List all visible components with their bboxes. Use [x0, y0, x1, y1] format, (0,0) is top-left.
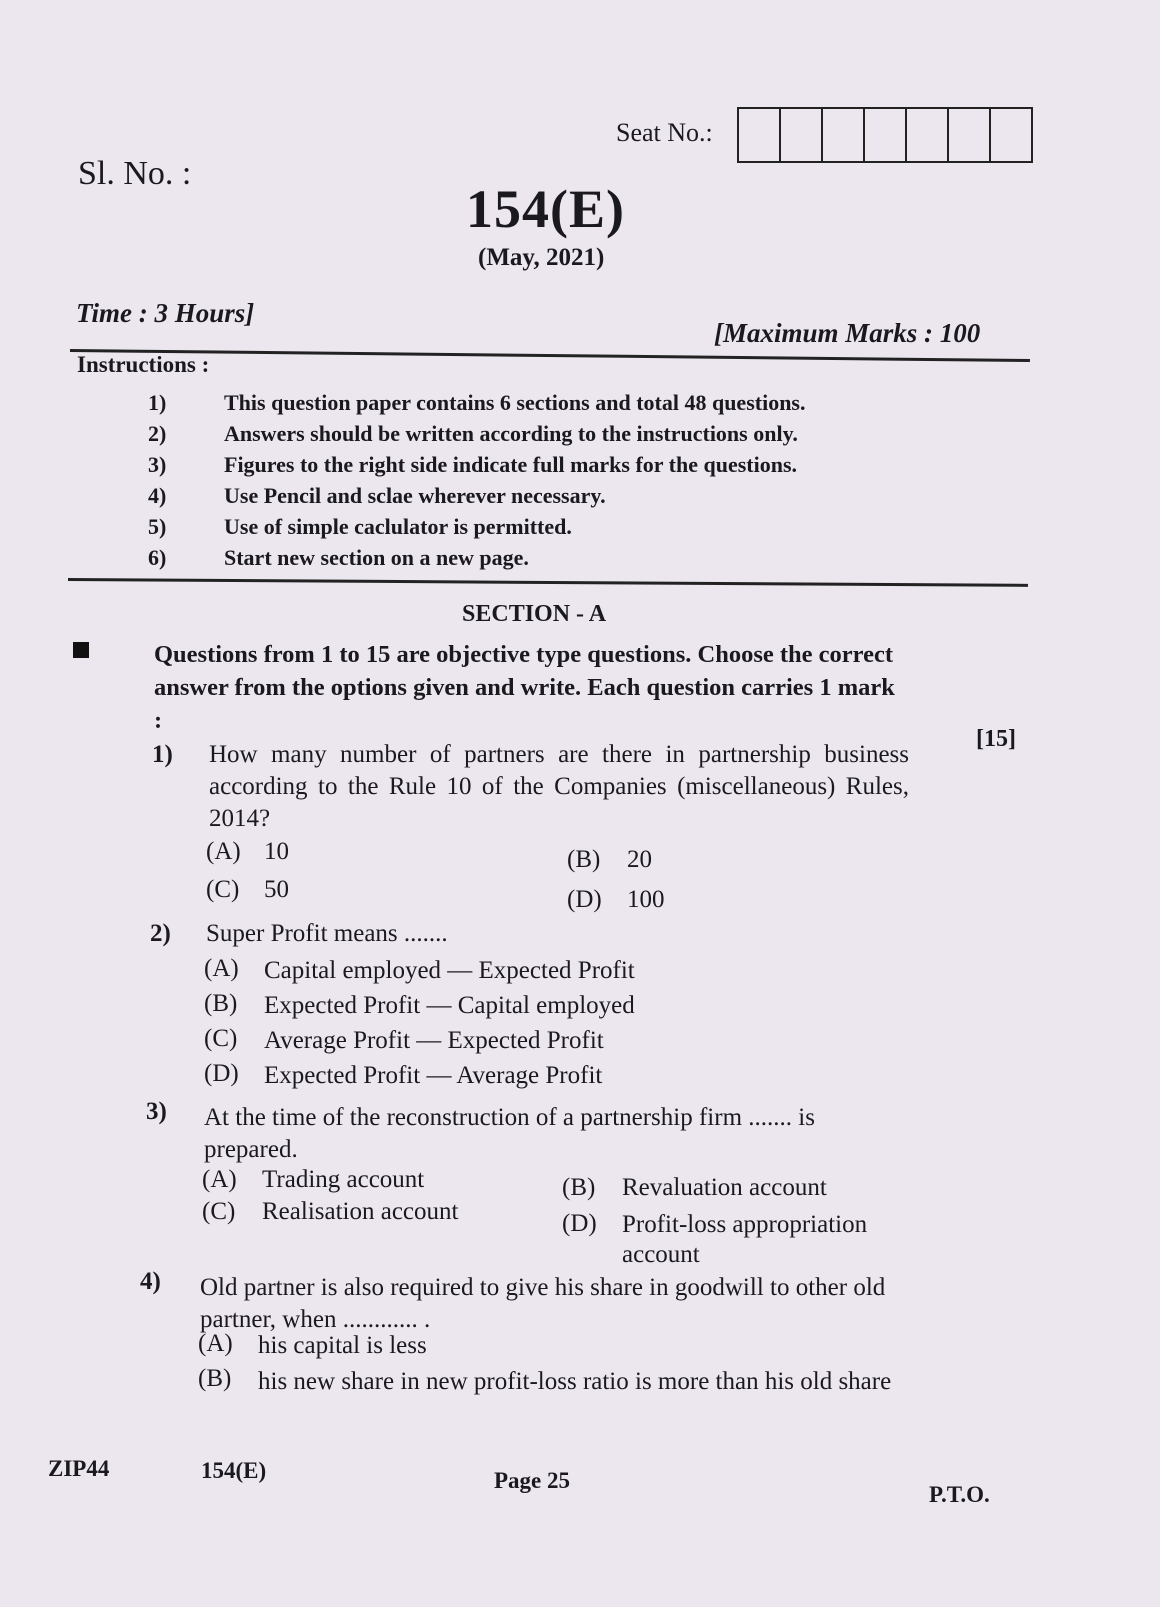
instruction-text: Figures to the right side indicate full marks for the questions. — [224, 452, 798, 477]
instruction-number: 4) — [148, 483, 167, 508]
footer-paper-code: 154(E) — [201, 1458, 267, 1483]
instruction-item — [148, 483, 968, 514]
option-text: his new share in new profit-loss ratio is more than his old share — [258, 1368, 892, 1395]
option-text: Expected Profit — Average Profit — [264, 1062, 603, 1089]
instruction-item — [148, 390, 968, 421]
instruction-item — [148, 545, 968, 576]
seat-box — [865, 109, 907, 161]
instruction-item — [148, 421, 968, 452]
option-text: 50 — [264, 876, 289, 903]
instructions-heading: Instructions : — [77, 352, 210, 377]
instruction-number: 1) — [148, 390, 167, 415]
option-text: Profit-loss appropriation account — [622, 1211, 868, 1268]
please-turn-over: P.T.O. — [929, 1482, 990, 1507]
seat-box — [781, 109, 823, 161]
seat-box — [823, 109, 865, 161]
footer-code: ZIP44 — [48, 1456, 110, 1481]
question-text: At the time of the reconstruction of a partnership firm ....... is prepared. — [204, 1104, 815, 1163]
seat-number-boxes — [737, 107, 1033, 163]
option-label: (A) — [198, 1330, 233, 1357]
question-number: 1) — [152, 741, 173, 768]
option-label: (A) — [204, 955, 239, 982]
option-text: 100 — [627, 886, 665, 913]
option-label: (B) — [204, 990, 238, 1017]
maximum-marks: [Maximum Marks : 100 — [714, 318, 981, 348]
instruction-text: Answers should be written according to the instructions only. — [224, 421, 798, 446]
instruction-item — [148, 514, 968, 545]
instruction-number: 2) — [148, 421, 167, 446]
question-text: Old partner is also required to give his share in goodwill to other old partner, when ............ . — [200, 1274, 886, 1333]
option-label: (A) — [206, 838, 241, 865]
time-allowed: Time : 3 Hours] — [76, 298, 255, 328]
instruction-item — [148, 452, 968, 483]
seat-box — [949, 109, 991, 161]
section-marks: [15] — [976, 726, 1016, 752]
question-text: Super Profit means ....... — [206, 920, 448, 947]
option-text: his capital is less — [258, 1332, 427, 1359]
option-text: 20 — [627, 846, 652, 873]
option-text: Average Profit — Expected Profit — [264, 1027, 604, 1054]
option-label: (C) — [202, 1198, 236, 1225]
instruction-text: Start new section on a new page. — [224, 545, 529, 570]
instruction-text: Use of simple caclulator is permitted. — [224, 514, 572, 539]
option-text: 10 — [264, 838, 289, 865]
option-label: (D) — [562, 1210, 597, 1237]
question-number: 3) — [146, 1098, 167, 1125]
option-label: (B) — [562, 1174, 596, 1201]
option-label: (D) — [567, 886, 602, 913]
section-title: SECTION - A — [462, 601, 607, 627]
header-divider — [70, 349, 1030, 362]
page-number: Page 25 — [494, 1468, 571, 1493]
seat-box — [907, 109, 949, 161]
section-instruction: Questions from 1 to 15 are objective type questions. Choose the correct answer from the options given and write. Each question carries 1 mark : — [154, 641, 895, 734]
exam-date: (May, 2021) — [478, 244, 605, 271]
seat-box — [739, 109, 781, 161]
instruction-number: 6) — [148, 545, 167, 570]
paper-code: 154(E) — [466, 179, 625, 239]
serial-number-label: Sl. No. : — [78, 155, 192, 192]
option-label: (C) — [206, 876, 240, 903]
instructions-list — [148, 390, 968, 576]
option-label: (C) — [204, 1025, 238, 1052]
instruction-text: Use Pencil and sclae wherever necessary. — [224, 483, 606, 508]
question-text: How many number of partners are there in partnership business according to the Rule 10 of the Companies (miscellaneous) Rules, 2014? — [209, 741, 909, 832]
question-number: 4) — [140, 1268, 161, 1295]
option-label: (B) — [567, 846, 601, 873]
instruction-number: 5) — [148, 514, 167, 539]
seat-box — [991, 109, 1031, 161]
option-text: Expected Profit — Capital employed — [264, 992, 635, 1019]
square-bullet-icon — [73, 642, 89, 658]
instruction-number: 3) — [148, 452, 167, 477]
option-text: Capital employed — Expected Profit — [264, 957, 635, 984]
option-label: (D) — [204, 1060, 239, 1087]
option-text: Trading account — [262, 1166, 425, 1193]
instructions-divider — [68, 578, 1028, 587]
option-text: Revaluation account — [622, 1174, 827, 1201]
instruction-text: This question paper contains 6 sections and total 48 questions. — [224, 390, 806, 415]
question-number: 2) — [150, 920, 171, 947]
seat-number-label: Seat No.: — [616, 118, 713, 147]
option-label: (A) — [202, 1166, 237, 1193]
option-label: (B) — [198, 1365, 232, 1392]
option-text: Realisation account — [262, 1198, 459, 1225]
